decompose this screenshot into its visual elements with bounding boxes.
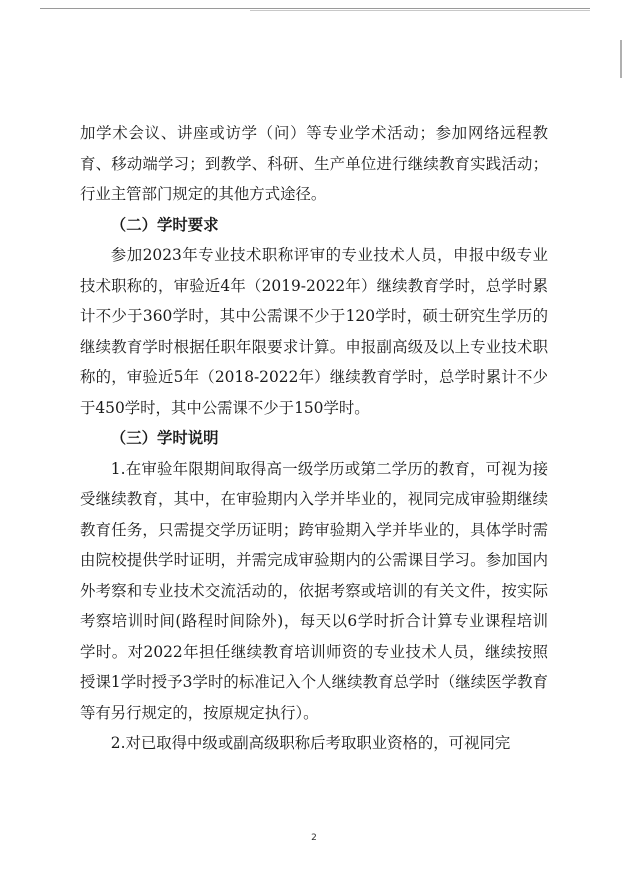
top-scan-rule	[40, 8, 590, 9]
paragraph-note-2: 2.对已取得中级或副高级职称后考取职业资格的，可视同完	[110, 734, 511, 752]
scan-edge-mark	[620, 40, 622, 78]
top-scan-rule-secondary	[250, 10, 590, 11]
page-number: 2	[311, 833, 317, 843]
paragraph-note-1: 1.在审验年限期间取得高一级学历或第二学历的教育，可视为接受继续教育，其中，在审验期内入学并毕业的，视同完成审验期继续教育任务，只需提交学历证明；跨审验期入学并毕业的，具体学时需由院校提供学时证明，并需完成审验期内的公需课目学习。参加国内外考察和专业技术交流活动的，依据考察或培训的有关文件，按实际考察培训时间(路程时间除外)，每天以6学时折合计算专业课程培训学时。对2022年担任继续教育培训师资的专业技术人员，继续按照授课1学时授予3学时的标准记入个人继续教育总学时（继续医学教育等有另行规定的，按原规定执行）。	[80, 459, 548, 722]
paragraph-continuation: 加学术会议、讲座或访学（问）等专业学术活动；参加网络远程教育、移动端学习；到教学、科研、生产单位进行继续教育实践活动；行业主管部门规定的其他方式途径。	[80, 124, 548, 203]
document-body	[80, 118, 548, 759]
section-heading-hours-notes: （三）学时说明	[110, 429, 219, 447]
paragraph-hours-requirement: 参加2023年专业技术职称评审的专业技术人员，申报中级专业技术职称的，审验近4年（2019-2022年）继续教育学时，总学时累计不少于360学时，其中公需课不少于120学时，硕士研究生学历的继续教育学时根据任职年限要求计算。申报副高级及以上专业技术职称的，审验近5年（2018-2022年）继续教育学时，总学时累计不少于450学时，其中公需课不少于150学时。	[80, 246, 548, 417]
section-heading-hours-requirement: （二）学时要求	[110, 215, 219, 234]
